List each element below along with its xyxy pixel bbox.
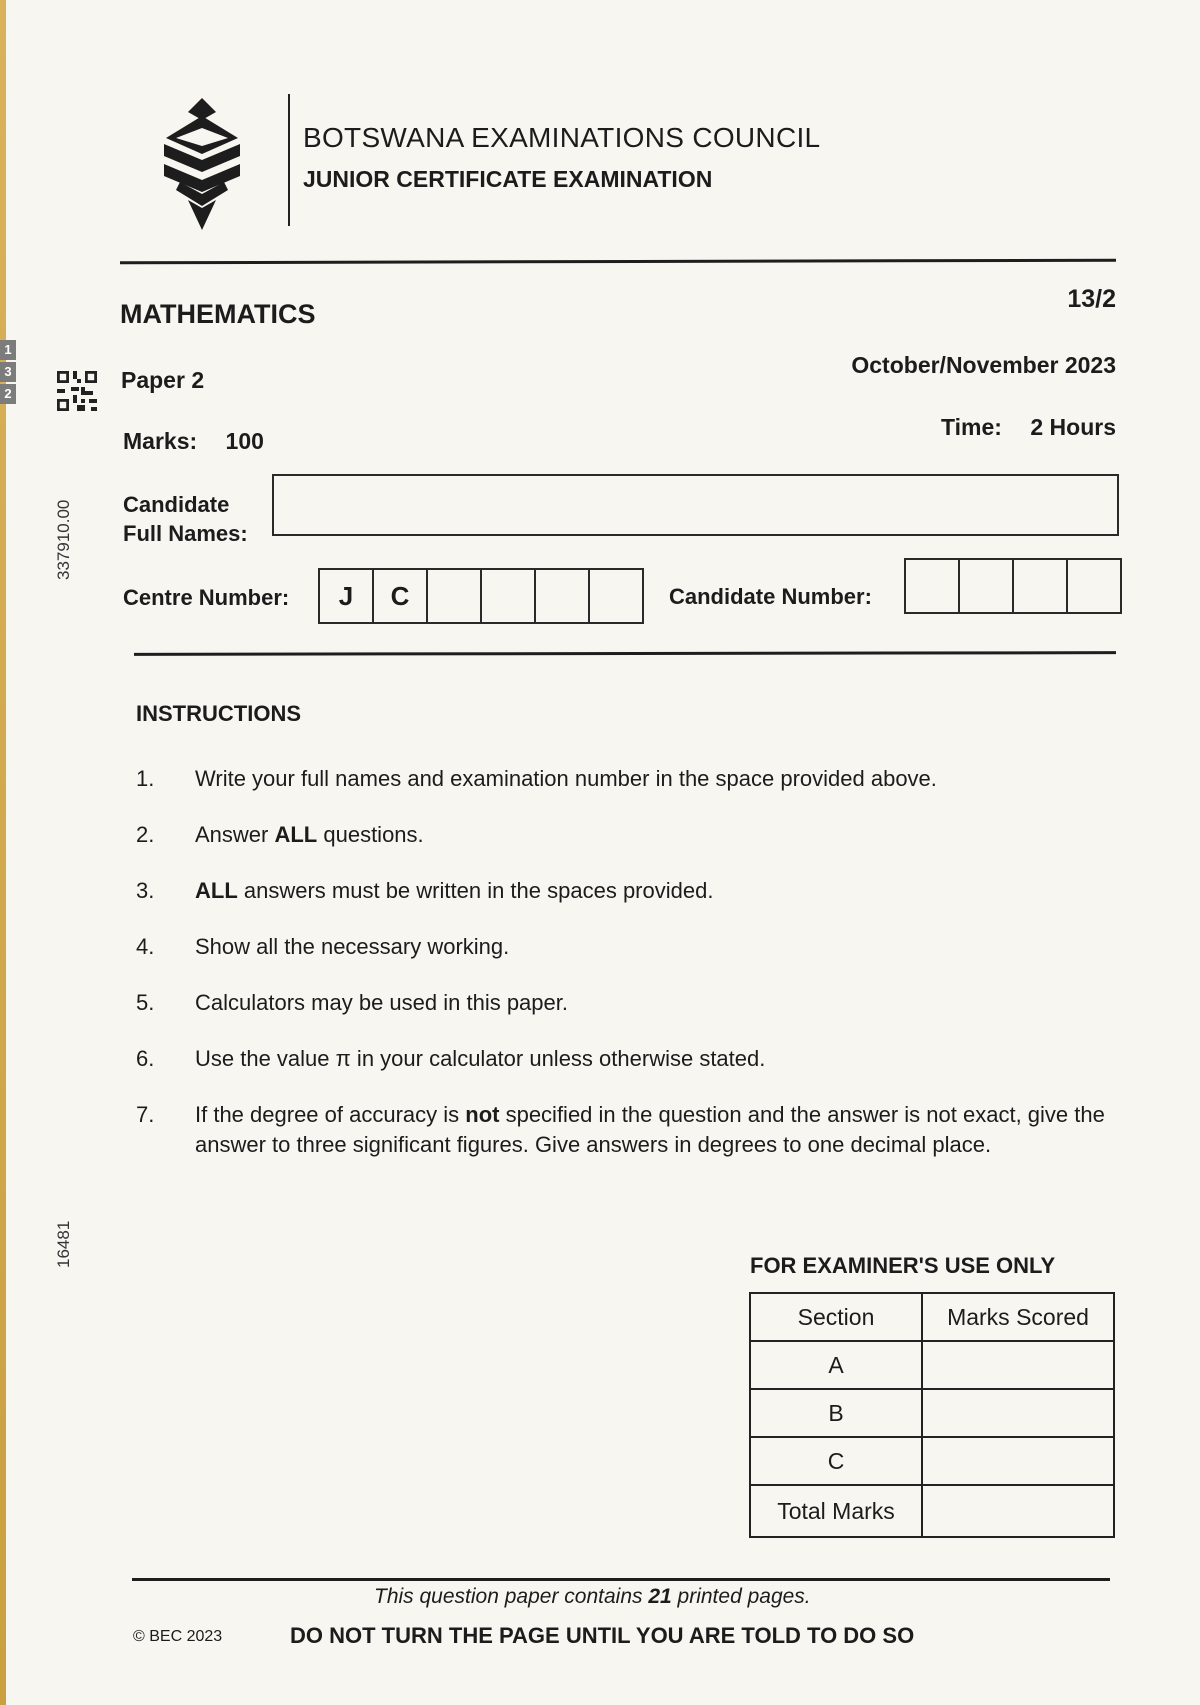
instruction-text-part: Show all the necessary working. — [195, 934, 510, 959]
table-row — [750, 1389, 1114, 1437]
batch-number: 16481 — [54, 1220, 73, 1268]
instruction-text-part: specified in the question and the answer is not exact, give the answer to three significant figures. Give answers in degrees to one decimal place. — [195, 1102, 1105, 1157]
centre-number-cell[interactable] — [536, 570, 590, 622]
centre-number-cell[interactable] — [590, 570, 642, 622]
page-count-text: printed pages. — [671, 1585, 811, 1608]
candidate-names-label — [123, 490, 248, 548]
instruction-text — [195, 1044, 1105, 1074]
candidate-names-label-line2: Full Names: — [123, 521, 248, 546]
do-not-turn-warning: DO NOT TURN THE PAGE UNTIL YOU ARE TOLD TO DO SO — [290, 1623, 915, 1648]
paper-code: 13/2 — [1067, 285, 1116, 313]
divider-bottom — [132, 1578, 1110, 1581]
page-count-text: This question paper contains — [374, 1585, 649, 1608]
copyright: © BEC 2023 — [133, 1628, 223, 1645]
instructions-title: INSTRUCTIONS — [136, 701, 301, 726]
centre-number-cell[interactable]: J — [320, 570, 374, 622]
marks-label: Marks: — [123, 428, 198, 454]
candidate-number-cell[interactable] — [1014, 560, 1068, 612]
instruction-text — [195, 988, 1105, 1018]
marks-cell[interactable] — [922, 1341, 1114, 1389]
exam-session: October/November 2023 — [851, 352, 1116, 378]
instruction-number: 7. — [136, 1102, 155, 1127]
instruction-text — [195, 764, 1105, 794]
examiner-use-title: FOR EXAMINER'S USE ONLY — [750, 1253, 1056, 1278]
candidate-names-field[interactable] — [272, 474, 1119, 536]
centre-number-cell[interactable]: C — [374, 570, 428, 622]
instruction-number: 1. — [136, 766, 155, 791]
candidate-number-cell[interactable] — [906, 560, 960, 612]
examiner-marks-table — [749, 1292, 1115, 1538]
time-label: Time: — [941, 414, 1002, 440]
page-edge — [0, 0, 6, 1705]
candidate-number-cell[interactable] — [1068, 560, 1120, 612]
instruction-number: 4. — [136, 934, 155, 959]
section-cell: C — [750, 1437, 922, 1485]
marks-cell[interactable] — [922, 1485, 1114, 1537]
instruction-text — [195, 932, 1105, 962]
divider-middle — [134, 651, 1116, 656]
marks-cell[interactable] — [922, 1389, 1114, 1437]
subject-title: MATHEMATICS — [120, 299, 316, 329]
paper-number: Paper 2 — [121, 367, 205, 393]
instruction-emphasis: ALL — [195, 878, 238, 903]
section-cell: Total Marks — [750, 1485, 922, 1537]
table-row — [750, 1437, 1114, 1485]
instruction-emphasis: ALL — [274, 822, 318, 847]
table-header-row — [750, 1293, 1114, 1341]
instruction-number: 3. — [136, 878, 155, 903]
instruction-emphasis: not — [465, 1102, 500, 1127]
bec-logo-icon — [158, 98, 246, 230]
organisation-name: BOTSWANA EXAMINATIONS COUNCIL — [303, 122, 821, 153]
page-count: 21 — [648, 1585, 672, 1608]
divider-top — [120, 259, 1116, 265]
instruction-text-part: Calculators may be used in this paper. — [195, 990, 568, 1015]
marks-value: 100 — [225, 428, 264, 454]
instruction-text-part: If the degree of accuracy is — [195, 1102, 466, 1127]
marks-cell[interactable] — [922, 1437, 1114, 1485]
instruction-text-part: Write your full names and examination number in the space provided above. — [195, 766, 937, 791]
instruction-text-part: questions. — [317, 822, 424, 847]
side-tab-digit: 3 — [0, 362, 16, 382]
table-row — [750, 1485, 1114, 1537]
examination-name: JUNIOR CERTIFICATE EXAMINATION — [303, 166, 713, 192]
page-count-note — [374, 1585, 811, 1609]
side-tab-digit: 2 — [0, 384, 16, 404]
candidate-number-cell[interactable] — [960, 560, 1014, 612]
centre-number-cell[interactable] — [428, 570, 482, 622]
qr-code-icon — [57, 370, 97, 412]
instruction-number: 5. — [136, 990, 155, 1015]
barcode-number: 337910.00 — [54, 499, 73, 580]
instruction-text — [195, 876, 1105, 906]
instruction-text-part: Answer — [195, 822, 275, 847]
time-line — [941, 414, 1116, 441]
instruction-text — [195, 1100, 1105, 1160]
instruction-text — [195, 820, 1105, 850]
column-header-section: Section — [750, 1293, 922, 1341]
time-value: 2 Hours — [1030, 414, 1116, 440]
marks-line — [123, 428, 264, 455]
candidate-number-field[interactable] — [904, 558, 1122, 614]
candidate-number-label: Candidate Number: — [669, 584, 872, 609]
instruction-text-part: answers must be written in the spaces provided. — [237, 878, 714, 903]
centre-number-label: Centre Number: — [123, 585, 290, 610]
instruction-text-part: Use the value π in your calculator unless otherwise stated. — [195, 1046, 766, 1071]
side-tab-digit: 1 — [0, 340, 16, 360]
column-header-marks: Marks Scored — [922, 1293, 1114, 1341]
candidate-names-label-line1: Candidate — [123, 492, 230, 517]
instruction-number: 2. — [136, 822, 155, 847]
instruction-number: 6. — [136, 1046, 155, 1071]
centre-number-field[interactable] — [318, 568, 644, 624]
table-row — [750, 1341, 1114, 1389]
header-divider — [288, 94, 290, 226]
section-cell: B — [750, 1389, 922, 1437]
centre-number-cell[interactable] — [482, 570, 536, 622]
section-cell: A — [750, 1341, 922, 1389]
